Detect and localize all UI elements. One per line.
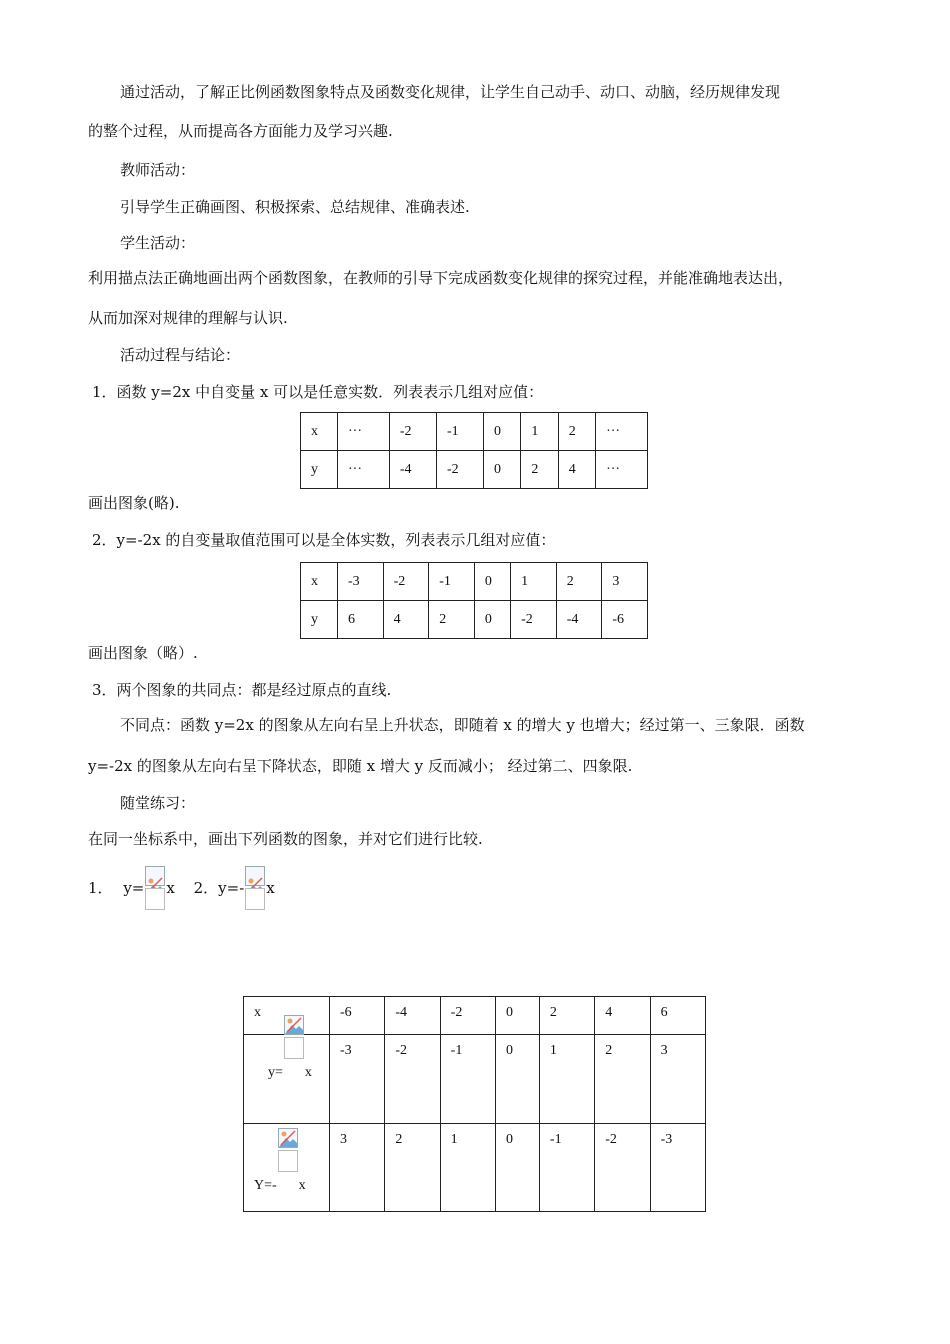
table-cell: 1 [521, 413, 558, 451]
table-cell: 0 [495, 1035, 539, 1124]
table-cell: -3 [330, 1035, 385, 1124]
table-cell: 0 [483, 413, 520, 451]
process-heading: 活动过程与结论： [120, 346, 241, 364]
table-cell: -2 [383, 563, 429, 601]
teacher-activity-heading: 教师活动： [120, 161, 196, 179]
broken-image-icon [145, 866, 165, 910]
table-cell: 4 [595, 997, 650, 1035]
row-label-prefix: y= [268, 1065, 283, 1080]
exercise-1-prefix: y= [123, 879, 145, 897]
table-cell: 1 [539, 1035, 594, 1124]
table-cell: y [301, 451, 338, 489]
table-cell: ··· [338, 451, 390, 489]
exercise-2-prefix: y=- [218, 879, 245, 897]
table-cell: 0 [483, 451, 520, 489]
intro-paragraph-line-1: 通过活动，了解正比例函数图象特点及函数变化规律，让学生自己动手、动口、动脑，经历规律发现 [120, 83, 781, 101]
table-cell: 6 [650, 997, 705, 1035]
student-activity-line-1: 利用描点法正确地画出两个函数图象，在教师的引导下完成函数变化规律的探究过程，并能准确地表达出， [88, 269, 794, 287]
table-y-eq-neg-2x [300, 562, 648, 639]
table-row [301, 413, 648, 451]
table-row-label [244, 1035, 330, 1124]
teacher-activity-text: 引导学生正确画图、积极探索、总结规律、准确表述. [120, 198, 470, 216]
table-cell: 2 [539, 997, 594, 1035]
table-row [244, 997, 706, 1035]
table-cell: -1 [440, 1035, 495, 1124]
table-cell: 0 [495, 997, 539, 1035]
table-cell: -2 [440, 997, 495, 1035]
table-cell: x [301, 413, 338, 451]
table-practice-values [243, 996, 706, 1212]
item-2-text: 2．y=-2x 的自变量取值范围可以是全体实数，列表表示几组对应值： [92, 531, 556, 549]
exercise-1-number: 1． [88, 879, 113, 897]
draw-graph-note-1: 画出图象(略). [88, 494, 180, 512]
table-cell: -4 [389, 451, 436, 489]
broken-image-icon [245, 866, 265, 910]
table-cell: x [244, 997, 330, 1035]
table-cell: 2 [595, 1035, 650, 1124]
table-cell: -6 [330, 997, 385, 1035]
table-cell: 0 [474, 563, 510, 601]
broken-image-icon [284, 1039, 304, 1083]
table-row [244, 1124, 706, 1212]
row-label-prefix: Y=- [254, 1178, 277, 1193]
row-label-suffix: x [298, 1178, 306, 1193]
table-cell: -2 [389, 413, 436, 451]
table-y-eq-2x [300, 412, 648, 489]
table-row [301, 451, 648, 489]
table-cell: ··· [596, 451, 648, 489]
table-cell: -1 [429, 563, 475, 601]
item-3-text: 3．两个图象的共同点：都是经过原点的直线. [92, 681, 392, 699]
practice-heading: 随堂练习： [120, 794, 196, 812]
table-row-label [244, 1124, 330, 1212]
draw-graph-note-2: 画出图象（略）. [88, 644, 198, 662]
table-cell: 4 [558, 451, 595, 489]
student-activity-line-2: 从而加深对规律的理解与认识. [88, 309, 288, 327]
intro-paragraph-line-2: 的整个过程，从而提高各方面能力及学习兴趣. [88, 122, 393, 140]
table-cell: -2 [511, 601, 557, 639]
table-cell: -3 [650, 1124, 705, 1212]
table-cell: 6 [338, 601, 384, 639]
table-cell: ··· [596, 413, 648, 451]
item-1-text: 1．函数 y=2x 中自变量 x 可以是任意实数．列表表示几组对应值： [92, 383, 544, 401]
table-cell: -1 [539, 1124, 594, 1212]
table-cell: 2 [385, 1124, 440, 1212]
table-cell: 3 [650, 1035, 705, 1124]
broken-image-icon [278, 1152, 298, 1196]
exercise-1-suffix: x [166, 879, 175, 897]
exercise-2-number: 2． [193, 879, 219, 897]
table-cell: -2 [385, 1035, 440, 1124]
table-cell: 4 [383, 601, 429, 639]
table-cell: -4 [385, 997, 440, 1035]
table-cell: 1 [511, 563, 557, 601]
table-cell: 3 [330, 1124, 385, 1212]
exercise-line [88, 866, 275, 910]
table-cell: -2 [595, 1124, 650, 1212]
table-cell: ··· [338, 413, 390, 451]
table-cell: 2 [521, 451, 558, 489]
difference-line-1: 不同点：函数 y=2x 的图象从左向右呈上升状态，即随着 x 的增大 y 也增大；经过第一、三象限．函数 [120, 716, 805, 734]
student-activity-heading: 学生活动： [120, 234, 196, 252]
table-cell: -2 [436, 451, 483, 489]
table-cell: 1 [440, 1124, 495, 1212]
table-cell: 2 [429, 601, 475, 639]
table-cell: 2 [556, 563, 602, 601]
difference-line-2: y=-2x 的图象从左向右呈下降状态，即随 x 增大 y 反而减小； 经过第二、四象限. [88, 757, 633, 775]
table-cell: -6 [602, 601, 648, 639]
table-cell: -3 [338, 563, 384, 601]
table-cell: 0 [474, 601, 510, 639]
table-row [301, 563, 648, 601]
row-label-suffix: x [304, 1065, 312, 1080]
table-cell: 3 [602, 563, 648, 601]
practice-text: 在同一坐标系中，画出下列函数的图象，并对它们进行比较. [88, 830, 483, 848]
table-row [301, 601, 648, 639]
exercise-2-suffix: x [266, 879, 275, 897]
table-row [244, 1035, 706, 1124]
table-cell: x [301, 563, 338, 601]
table-cell: y [301, 601, 338, 639]
table-cell: -1 [436, 413, 483, 451]
table-cell: -4 [556, 601, 602, 639]
table-cell: 0 [495, 1124, 539, 1212]
table-cell: 2 [558, 413, 595, 451]
